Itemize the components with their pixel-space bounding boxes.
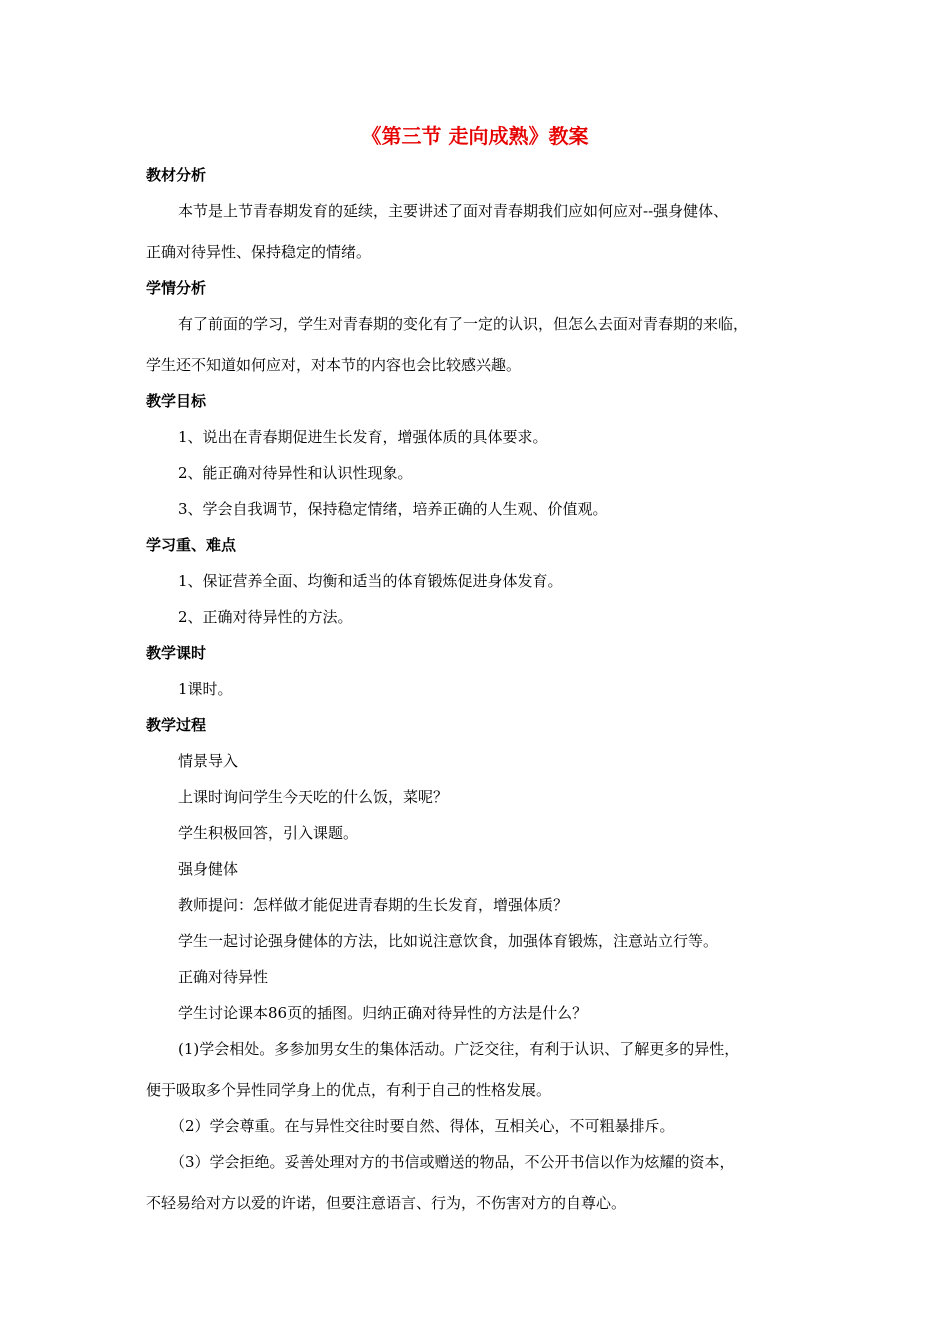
goal-item: 3、学会自我调节，保持稳定情绪，培养正确的人生观、价值观。 xyxy=(178,500,608,518)
process-line: 便于吸取多个异性同学身上的优点，有利于自己的性格发展。 xyxy=(146,1081,552,1099)
process-line: 正确对待异性 xyxy=(178,968,269,986)
heading-teaching-process: 教学过程 xyxy=(146,716,207,734)
paragraph-line: 学生还不知道如何应对，对本节的内容也会比较感兴趣。 xyxy=(146,356,522,374)
keypoint-item: 1、保证营养全面、均衡和适当的体育锻炼促进身体发育。 xyxy=(178,572,563,590)
paragraph-line: 本节是上节青春期发育的延续，主要讲述了面对青春期我们应如何应对--强身健体、 xyxy=(178,202,729,220)
process-line: 教师提问：怎样做才能促进青春期的生长发育，增强体质？ xyxy=(178,896,569,914)
process-line: 强身健体 xyxy=(178,860,239,878)
paragraph-line: 正确对待异性、保持稳定的情绪。 xyxy=(146,243,372,261)
keypoint-item: 2、正确对待异性的方法。 xyxy=(178,608,353,626)
heading-teaching-hours: 教学课时 xyxy=(146,644,207,662)
goal-item: 1、说出在青春期促进生长发育，增强体质的具体要求。 xyxy=(178,428,548,446)
process-line: 学生一起讨论强身健体的方法，比如说注意饮食，加强体育锻炼，注意站立行等。 xyxy=(178,932,719,950)
process-line: （2）学会尊重。在与异性交往时要自然、得体，互相关心，不可粗暴排斥。 xyxy=(170,1117,675,1135)
goal-item: 2、能正确对待异性和认识性现象。 xyxy=(178,464,413,482)
process-line: 不轻易给对方以爱的许诺，但要注意语言、行为，不伤害对方的自尊心。 xyxy=(146,1194,627,1212)
process-line: 情景导入 xyxy=(178,752,239,770)
process-line: 上课时询问学生今天吃的什么饭，菜呢？ xyxy=(178,788,449,806)
process-line: (1)学会相处。多参加男女生的集体活动。广泛交往，有利于认识、了解更多的异性， xyxy=(178,1040,740,1058)
heading-teaching-goals: 教学目标 xyxy=(146,392,207,410)
process-line: （3）学会拒绝。妥善处理对方的书信或赠送的物品，不公开书信以作为炫耀的资本， xyxy=(170,1153,735,1171)
heading-material-analysis: 教材分析 xyxy=(146,166,207,184)
hours-text: 1课时。 xyxy=(178,680,233,698)
process-line: 学生积极回答，引入课题。 xyxy=(178,824,359,842)
process-line: 学生讨论课本86页的插图。归纳正确对待异性的方法是什么？ xyxy=(178,1004,588,1022)
paragraph-line: 有了前面的学习，学生对青春期的变化有了一定的认识，但怎么去面对青春期的来临， xyxy=(178,315,749,333)
heading-key-points: 学习重、难点 xyxy=(146,536,237,554)
heading-student-analysis: 学情分析 xyxy=(146,279,207,297)
page-title: 《第三节 走向成熟》教案 xyxy=(361,124,589,148)
